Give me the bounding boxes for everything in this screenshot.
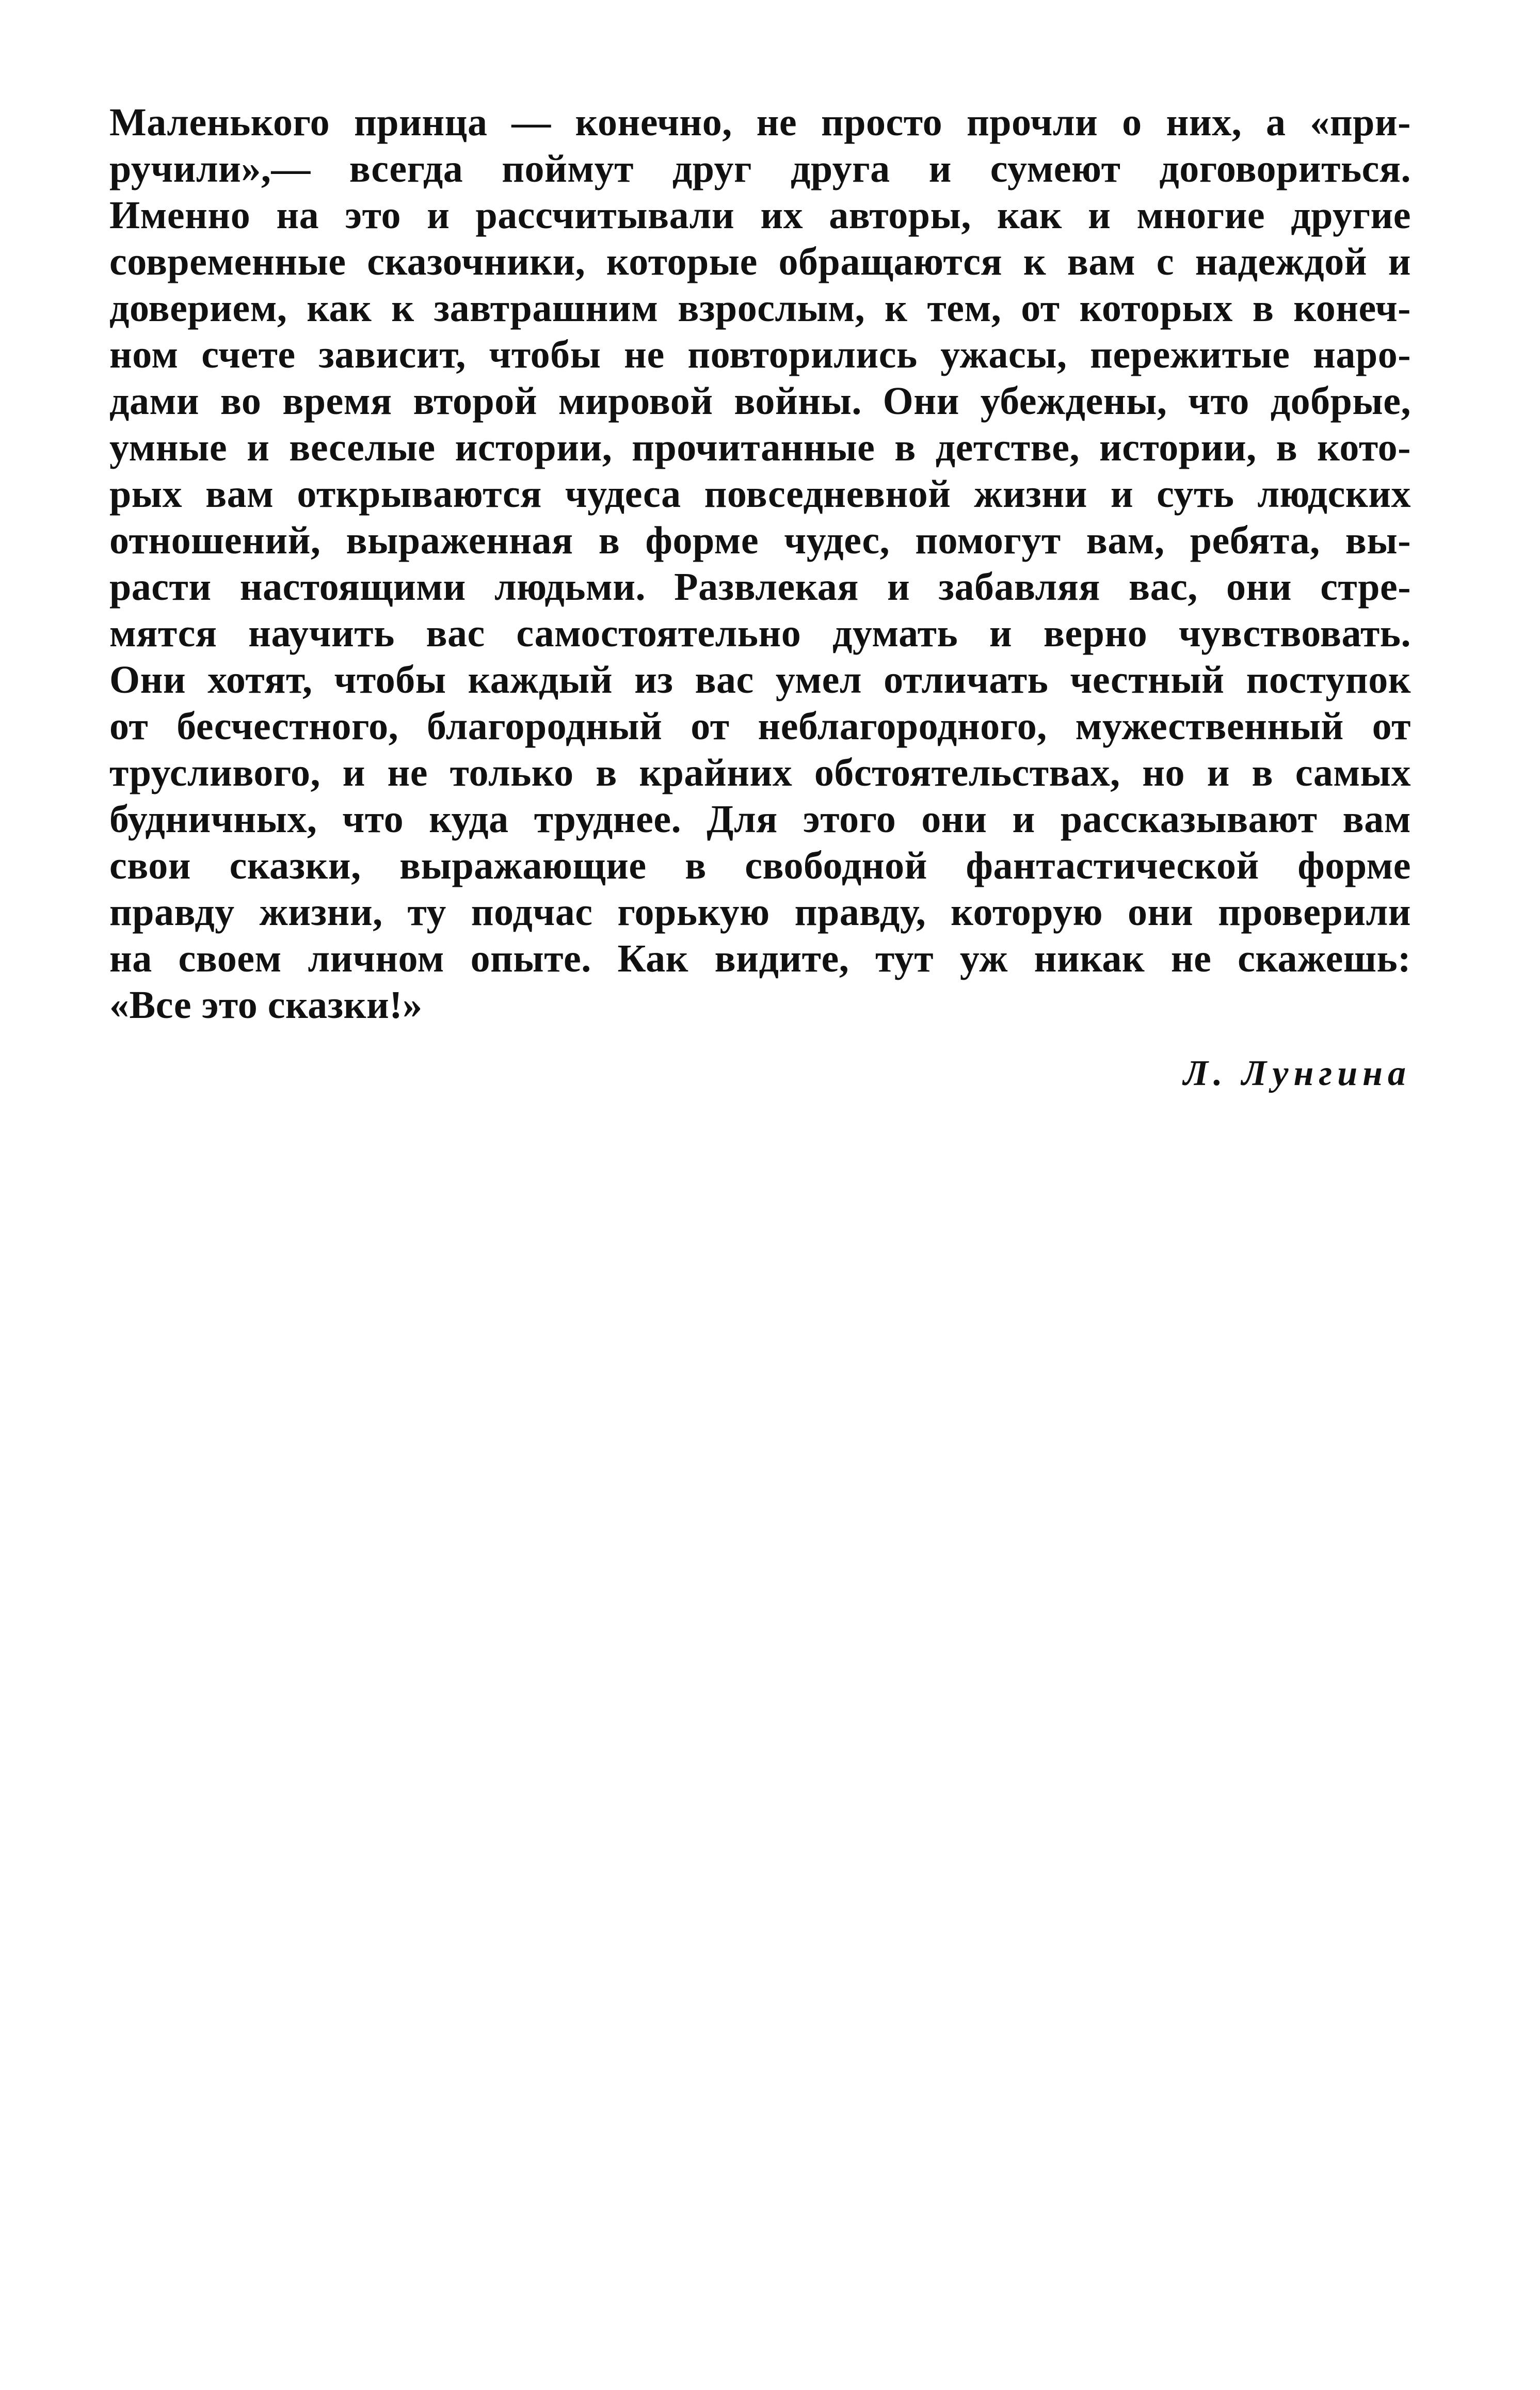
text-line: рых вам открываются чудеса повседневной жизни и суть людских — [109, 472, 1411, 516]
text-line: на своем личном опыте. Как видите, тут уж никак не скажешь: — [109, 937, 1411, 980]
text-line: трусливого, и не только в крайних обстоятельствах, но и в самых — [109, 751, 1411, 794]
text-line: умные и веселые истории, прочитанные в детстве, истории, в кото- — [109, 426, 1411, 469]
text-line: доверием, как к завтрашним взрослым, к тем, от которых в конеч- — [109, 286, 1411, 330]
text-line: ном счете зависит, чтобы не повторились ужасы, пережитые наро- — [109, 333, 1411, 376]
text-line: отношений, выраженная в форме чудес, помогут вам, ребята, вы- — [109, 519, 1411, 562]
text-line: от бесчестного, благородный от неблагородного, мужественный от — [109, 705, 1411, 748]
text-line: свои сказки, выражающие в свободной фантастической форме — [109, 844, 1411, 887]
text-line: ручили»,— всегда поймут друг друга и сумеют договориться. — [109, 147, 1411, 190]
text-line: дами во время второй мировой войны. Они убеждены, что добрые, — [109, 379, 1411, 423]
text-line: «Все это сказки!» — [109, 983, 423, 1027]
text-line: Именно на это и рассчитывали их авторы, как и многие другие — [109, 194, 1411, 237]
text-line: современные сказочники, которые обращаются к вам с надеждой и — [109, 240, 1411, 283]
text-line: Они хотят, чтобы каждый из вас умел отличать честный поступок — [109, 658, 1411, 702]
text-line: будничных, что куда труднее. Для этого они и рассказывают вам — [109, 798, 1411, 841]
text-line: расти настоящими людьми. Развлекая и забавляя вас, они стре- — [109, 565, 1411, 609]
text-line: мятся научить вас самостоятельно думать и верно чувствовать. — [109, 612, 1411, 655]
author-signature: Л. Лунгина — [1183, 1054, 1411, 1093]
body-text — [109, 99, 1411, 1028]
text-line: правду жизни, ту подчас горькую правду, которую они проверили — [109, 890, 1411, 934]
text-line: Маленького принца — конечно, не просто прочли о них, а «при- — [109, 101, 1411, 144]
